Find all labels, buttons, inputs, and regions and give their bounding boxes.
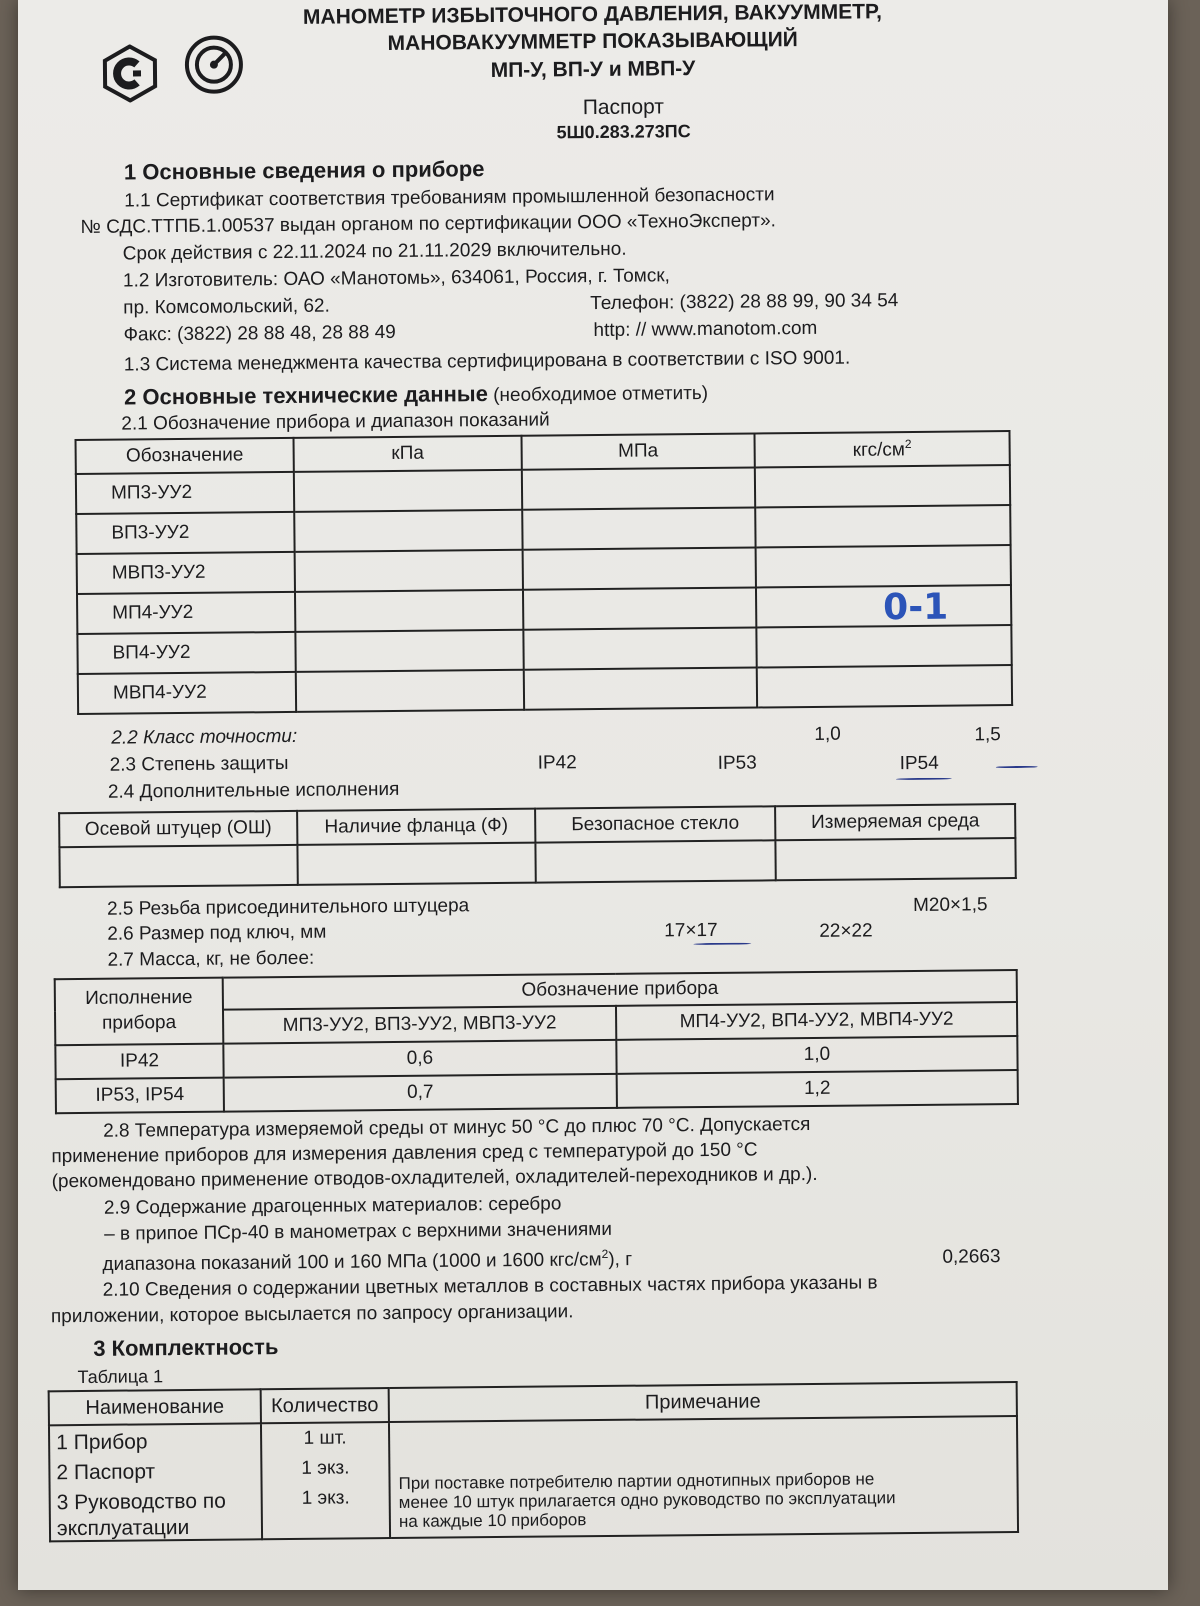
- silver-value: 0,2663: [942, 1246, 1001, 1268]
- section-2-note: (необходимое отметить): [493, 382, 709, 407]
- protection-ip42: IP42: [537, 752, 577, 774]
- para-2-1: 2.1 Обозначение прибора и диапазон показаний: [121, 409, 550, 435]
- para-2-4: 2.4 Дополнительные исполнения: [107, 778, 400, 803]
- kit-note: При поставке потребителю партии однотипных приборов не менее 10 штук прилагается одно руководство по эксплуатации на каждые 10 приборов: [389, 1416, 1018, 1538]
- kit-header-quantity: Количество: [261, 1388, 389, 1423]
- wrench-17: 17×17: [664, 919, 718, 942]
- mass-row-label: IP42: [55, 1044, 223, 1080]
- mass-group-header: Обозначение прибора: [223, 970, 1017, 1010]
- para-2-8b: применение приборов для измерения давления сред с температурой до 150 °С: [51, 1139, 758, 1168]
- title-line-1: МАНОМЕТР ИЗБЫТОЧНОГО ДАВЛЕНИЯ, ВАКУУММЕТР,: [302, 0, 883, 29]
- thread-size: М20×1,5: [912, 894, 988, 916]
- kit-item: эксплуатации: [56, 1515, 190, 1541]
- range-table: [75, 430, 1014, 715]
- options-header-medium: Измеряемая среда: [775, 804, 1015, 840]
- para-2-10b: приложении, которое высылается по запросу организации.: [50, 1301, 574, 1328]
- kit-table: [48, 1381, 1019, 1542]
- accuracy-1-5: 1,5: [974, 724, 1001, 746]
- para-2-8c: (рекомендовано применение отводов-охладителей, охладителей-переходников и др.).: [51, 1163, 818, 1193]
- mass-table: [54, 969, 1019, 1114]
- para-1-2b: пр. Комсомольский, 62.: [123, 295, 330, 319]
- website: http: // www.manotom.com: [593, 317, 818, 342]
- table-row: [49, 1416, 1018, 1541]
- range-header-designation: Обозначение: [76, 438, 294, 474]
- row-label: МВП3-УУ2: [77, 552, 295, 594]
- pen-underline-17: [693, 943, 751, 946]
- doc-type: Паспорт: [582, 95, 665, 120]
- table-row: [78, 665, 1012, 714]
- options-table: [58, 803, 1017, 888]
- para-2-3: 2.3 Степень защиты: [109, 752, 289, 776]
- para-1-2a: 1.2 Изготовитель: ОАО «Манотомь», 634061, Россия, г. Томск,: [122, 265, 670, 292]
- para-1-3: 1.3 Система менеджмента качества сертифицирована в соответствии с ISO 9001.: [123, 347, 851, 376]
- mass-value: 1,0: [616, 1036, 1017, 1074]
- kit-header-note: Примечание: [389, 1382, 1017, 1422]
- options-header-axial: Осевой штуцер (ОШ): [59, 811, 297, 847]
- accuracy-1-0: 1,0: [814, 723, 841, 745]
- kit-quantity: 1 экз.: [301, 1457, 350, 1479]
- section-2-heading-row: [124, 379, 708, 410]
- kit-quantities: [261, 1422, 390, 1539]
- para-2-8a: 2.8 Температура измеряемой среды от минус 50 °С до плюс 70 °С. Допускается: [103, 1113, 811, 1142]
- kit-quantity: 1 экз.: [301, 1487, 350, 1509]
- range-header-kpa: кПа: [294, 436, 522, 472]
- wrench-22: 22×22: [819, 920, 873, 942]
- row-label: ВП4-УУ2: [77, 632, 295, 674]
- pen-underline-ip54: [896, 778, 952, 781]
- para-1-1c: Срок действия с 22.11.2024 по 21.11.2029 включительно.: [122, 238, 627, 265]
- para-1-1a: 1.1 Сертификат соответствия требованиям промышленной безопасности: [124, 184, 775, 212]
- para-2-9c: диапазона показаний 100 и 160 МПа (1000 и 1600 кгс/$см^2$), г: [102, 1246, 633, 1276]
- para-2-6: 2.6 Размер под ключ, мм: [107, 921, 327, 945]
- section-3-heading: 3 Комплектность: [93, 1334, 279, 1361]
- kit-item: 1 Прибор: [56, 1430, 148, 1455]
- protection-ip54: IP54: [899, 752, 939, 775]
- para-1-1b: № СДС.ТТПБ.1.00537 выдан органом по сертификации ООО «ТехноЭксперт».: [80, 210, 777, 238]
- para-2-9a: 2.9 Содержание драгоценных материалов: серебро: [103, 1193, 562, 1219]
- row-label: ВП3-УУ2: [76, 512, 294, 554]
- options-header-glass: Безопасное стекло: [535, 806, 775, 842]
- mass-subheader-4: МП4-УУ2, ВП4-УУ2, МВП4-УУ2: [616, 1002, 1017, 1040]
- para-2-5: 2.5 Резьба присоединительного штуцера: [106, 895, 470, 920]
- kit-quantity: 1 шт.: [303, 1427, 347, 1449]
- doc-code: 5Ш0.283.273ПС: [556, 121, 691, 143]
- title-line-2: МАНОВАКУУММЕТР ПОКАЗЫВАЮЩИЙ: [387, 28, 798, 56]
- phone: Телефон: (3822) 28 88 99, 90 34 54: [590, 290, 899, 315]
- mass-corner-header: Исполнение прибора: [55, 978, 224, 1046]
- range-header-kgf: кгс/$см^2$: [754, 431, 1009, 467]
- pen-mark: [996, 766, 1038, 768]
- row-label: МВП4-УУ2: [78, 672, 296, 714]
- para-2-7: 2.7 Масса, кг, не более:: [107, 947, 315, 971]
- row-label: МП4-УУ2: [77, 592, 295, 634]
- para-2-10a: 2.10 Сведения о содержании цветных металлов в составных частях прибора указаны в: [102, 1272, 878, 1301]
- kit-item: 3 Руководство по: [56, 1489, 226, 1515]
- mass-value: 0,7: [224, 1074, 617, 1112]
- para-2-2: 2.2 Класс точности:: [111, 725, 298, 749]
- handwritten-range: 0-1: [882, 586, 949, 629]
- section-1-heading: 1 Основные сведения о приборе: [123, 156, 485, 185]
- fax: Факс: (3822) 28 88 48, 28 88 49: [123, 321, 396, 346]
- row-label: МП3-УУ2: [76, 472, 294, 514]
- para-2-9b: – в припое ПСр-40 в манометрах с верхними значениями: [104, 1218, 613, 1245]
- mass-row-label: IP53, IP54: [56, 1078, 224, 1114]
- table-caption: Таблица 1: [77, 1366, 164, 1388]
- mass-value: 1,2: [617, 1070, 1018, 1108]
- protection-ip53: IP53: [717, 752, 757, 774]
- title-line-3: МП-У, ВП-У и МВП-У: [490, 57, 696, 83]
- mass-subheader-3: МП3-УУ2, ВП3-УУ2, МВП3-УУ2: [223, 1006, 616, 1044]
- table-row: [59, 838, 1015, 887]
- range-header-mpa: МПа: [521, 434, 754, 470]
- kit-header-name: Наименование: [49, 1389, 261, 1425]
- kit-item: 2 Паспорт: [56, 1460, 156, 1485]
- options-header-flange: Наличие фланца (Ф): [297, 809, 535, 845]
- kit-items: [49, 1423, 262, 1541]
- mass-value: 0,6: [223, 1040, 616, 1078]
- section-2-heading: 2 Основные технические данные: [123, 381, 488, 410]
